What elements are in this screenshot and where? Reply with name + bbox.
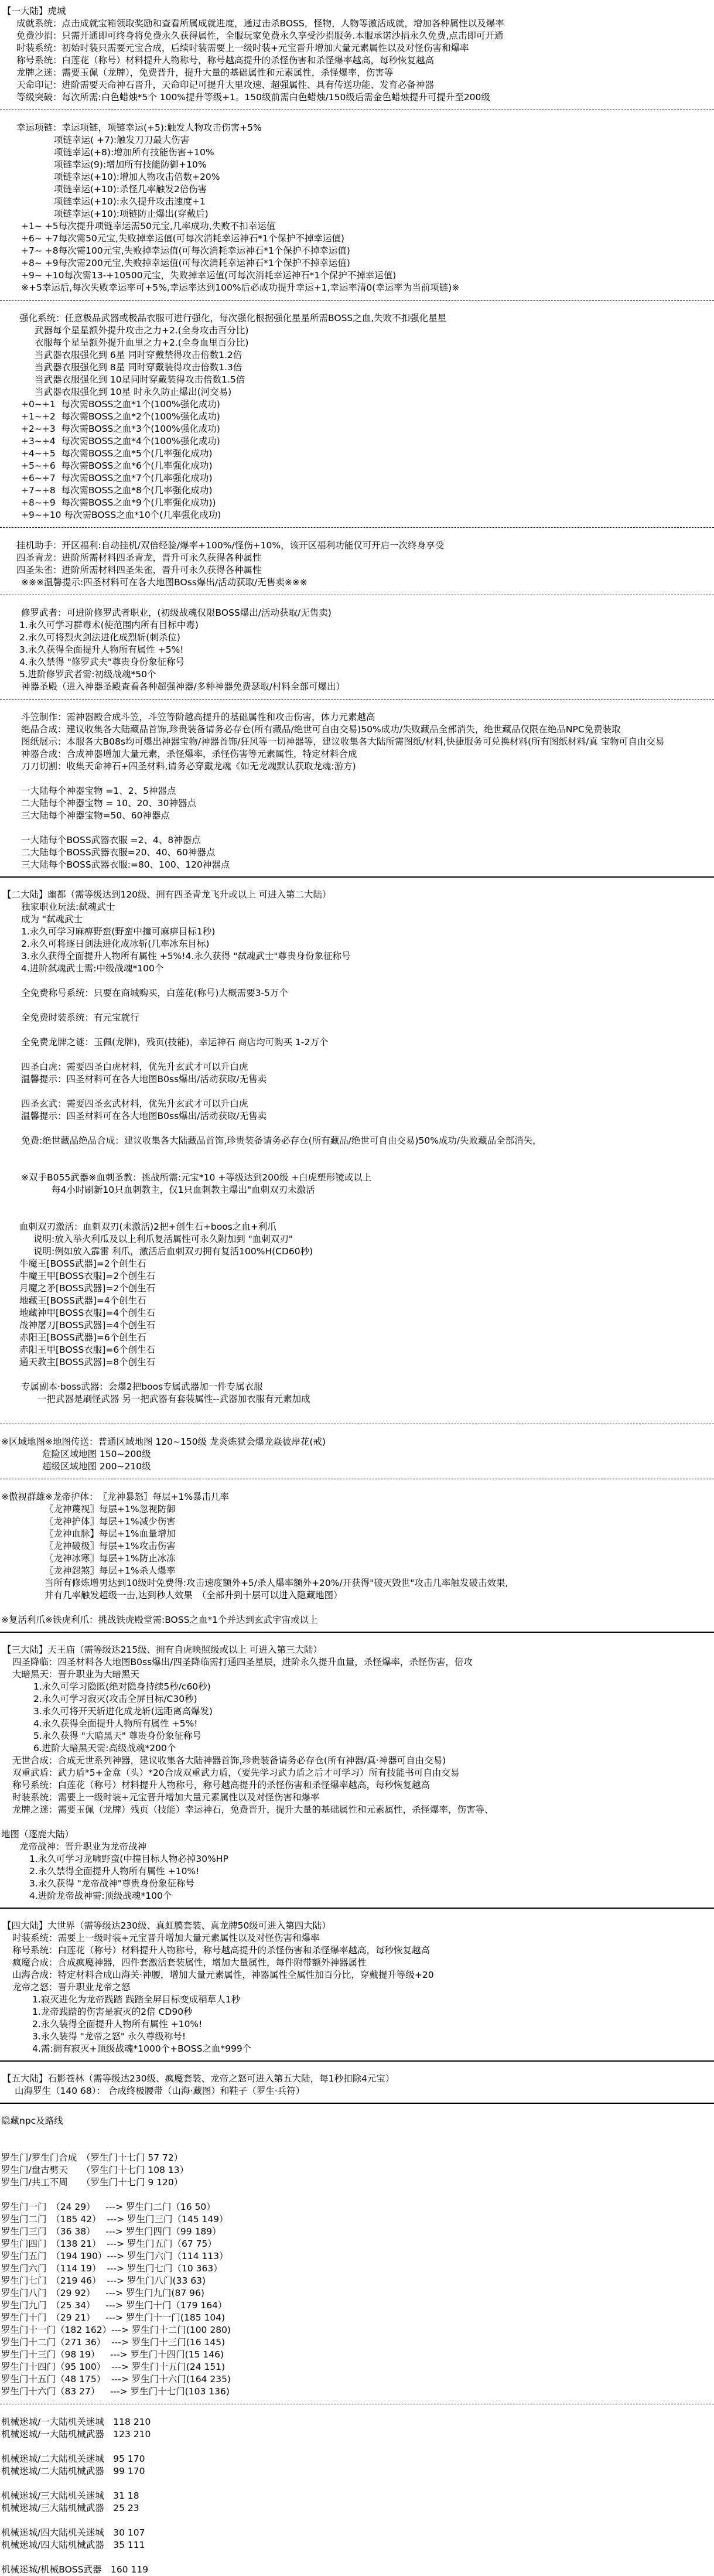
text-line: 3.永久可将开天斩进化成龙斩(远距离高爆发) <box>33 1706 213 1717</box>
text-line: 时装系统：需要上一级时装+元宝晋升增加大量元素属性以及对怪伤害和爆率 <box>12 1792 320 1803</box>
text-line: 机械迷城/二大陆机关迷城 95 170 <box>1 2454 145 2464</box>
text-line: 1.永久可学习龙啸野蛮(中撞目标人物必掉30%HP <box>29 1854 228 1864</box>
blank-line <box>0 773 714 785</box>
text-line: 成为 "弑魂武士 <box>21 914 83 924</box>
text-line: +6~ +7每次需50元宝,失败掉幸运值(可每次消耗幸运神石*1个保护不掉幸运值) <box>21 233 344 244</box>
text-line: 4.进阶弑魂武士需:中级战魂*100个 <box>21 963 164 974</box>
text-line: 危险区域地图 150~200级 <box>42 1449 151 1459</box>
dashed-separator <box>0 2404 714 2416</box>
text-line: 罗生门十一门（182 162）---> 罗生门十二门(100 280) <box>1 2325 231 2335</box>
solid-divider-line <box>0 2060 714 2062</box>
text-line: 罗生门/盘古劈天 （罗生门十七门 108 13） <box>1 2165 189 2175</box>
text-line: 疯魔合成：合成疯魔神器，四件套激活套装属性，增加大量属性，每件附带额外神器属性 <box>12 1957 367 1968</box>
text-line: 牛魔王[BOSS武器]=2个创生石 <box>19 1258 146 1269</box>
text-line: 1.龙帝践踏的伤害是寂灭的2倍 CD90秒 <box>32 2007 193 2017</box>
text-line: 四圣青龙：进阶所需材料四圣青龙，晋升可永久获得各种属性 <box>16 552 262 563</box>
dashed-separator-line <box>0 300 714 301</box>
text-line: ※双手B055武器※血刺圣教：挑战所需:元宝*10 +等级达到200级 +白虎塑形镜或以上 <box>21 1172 372 1183</box>
solid-divider-line <box>0 1908 714 1909</box>
text-line: 罗生门十二门（271 36） ---> 罗生门十三门(16 145) <box>1 2337 226 2348</box>
text-line: 龙帝之怒：晋升职业龙帝之怒 <box>12 1982 131 1992</box>
blank-line <box>0 2127 714 2140</box>
text-line: 龙牌之迷：需要玉佩（龙牌），免费晋升，提升大量的基础属性和元素属性，杀怪爆率，伤害等 <box>16 67 394 78</box>
text-line: 2.永久可学习寂灭(攻击全屏目标/C30秒) <box>33 1694 197 1704</box>
text-line: 4.需:拥有寂灭+顶级战魂*1000个+BOSS之血*999个 <box>32 2043 252 2054</box>
text-line: 幸运项链：幸运项链，项链幸运(+5):触发人物攻击伤害+5% <box>16 122 262 133</box>
text-line: 当武器衣服强化到 10星 时永久防止爆出(河交易) <box>35 387 232 397</box>
text-line: 隐藏npc及路线 <box>1 2116 63 2126</box>
text-line: 3.永久获得全面提升人物所有属性 +5%!4.永久获得 "弑魂武士"尊贵身份象征称号 <box>21 951 351 961</box>
text-line: +1~+2 每次需BOSS之血*2个(100%强化成功) <box>21 411 220 422</box>
text-line: 机械迷城/三大陆机关迷城 31 18 <box>1 2490 139 2501</box>
text-line: 称号系统：白莲花（称号）材料提升人物称号，称号越高提升的杀怪伤害和杀怪爆率越高，每秒恢复越高 <box>12 1780 431 1790</box>
text-line: 神器圣殿（进入神器圣殿查看各种超强神器/多种神器免费瑟取/村料全部可爆出） <box>21 681 345 692</box>
dashed-separator <box>0 300 714 312</box>
text-line: 当武器衣服强化到 6星 同时穿戴禁得攻击倍数1.2倍 <box>35 350 242 360</box>
text-line: 〖龙神怨煞〗每层+1%杀人爆率 <box>45 1565 176 1576</box>
text-line: 罗生门/共工不周 （罗生门十七门 9 120） <box>1 2177 183 2188</box>
text-line: 机械迷城/三大陆机械武器 25 23 <box>1 2503 139 2513</box>
text-line: 二大陆每个神器宝物 = 10、20、30神器点 <box>21 798 197 808</box>
text-line: +9~ +10每次需13-+10500元宝，失败掉幸运值(可每次消耗幸运神石*1个保护不掉幸运值) <box>21 270 397 281</box>
text-line: 山海合成：特定材料合成山海关·神腰，增加大量元素属性，神器属性全属性加百分比，穿戴提升等级+20 <box>12 1970 434 1980</box>
text-line: 称号系统：白莲花（称号）材料提升人物称号，称号越高提升的杀怪伤害和杀怪爆率越高，每秒恢复越高 <box>16 55 435 66</box>
text-line: 说明:放入举火利瓜及以上利爪复活属性可永久附加到 "血刺双刃" <box>33 1234 293 1244</box>
text-line: 2.永久禁得全面提升人物所有属性 +10%! <box>29 1866 200 1876</box>
text-line: 4.永久禁得 "修罗武夫"尊贵身份象征称号 <box>19 657 185 667</box>
text-line: 【一大陆】虎城 <box>2 6 66 16</box>
text-line: 专属副本·boss武器：会爆2把boos专属武器加一件专属衣服 <box>21 1381 263 1392</box>
text-line: 四圣玄武：需要四圣玄武材料，优先升玄武才可以升白虎 <box>21 1098 248 1109</box>
text-line: 项链幸运(+10):项链防止爆出(穿戴后) <box>54 209 209 219</box>
blank-line <box>0 1086 714 1098</box>
text-line: 【五大陆】石影苍林（需等级达230级、疯魔套装、龙帝之怒可进入第五大陆，每1秒扣除4元宝） <box>2 2073 395 2084</box>
text-line: 罗生门十三门（98 19） ---> 罗生门十四门(15 146) <box>1 2349 224 2360</box>
text-line: 〖龙神冰寒〗每层+1%防止冰冻 <box>45 1553 176 1564</box>
blank-line <box>0 1159 714 1172</box>
text-line: 〖龙神破极〗每层+1%攻击伤害 <box>45 1541 176 1551</box>
text-line: 月魔之矛[BOSS武器]=2个创生石 <box>19 1283 156 1294</box>
dashed-separator <box>0 1479 714 1491</box>
text-line: 当武器衣服强化到 10星同时穿戴装得攻击倍数1.5倍 <box>35 374 245 385</box>
text-line: ※复活利爪※铁虎利爪：挑战铁虎殿堂需:BOSS之血*1个并达到玄武宇宙或以上 <box>1 1615 318 1625</box>
text-line: 机械迷城/四大陆机械武器 35 111 <box>1 2540 145 2550</box>
text-line: +0~+1 每次需BOSS之血*1个(100%强化成功) <box>21 399 220 410</box>
text-line: 绝品合成：建议收集各大陆藏品首饰,珍贵装备请务必存仓(所有藏品/绝世可自由交易)50%成功/失败藏品全部消失，绝世藏品仅限在绝品NPC免费装取 <box>21 724 621 735</box>
text-line: 【三大陆】天王庙（需等级达215级、拥有自虎映照级或以上 可进入第三大陆） <box>2 1644 323 1655</box>
text-line: 罗生门九门 （25 34） ---> 罗生门十门（179 164） <box>1 2300 227 2311</box>
text-line: 罗生门十六门（83 27） ---> 罗生门十七门(103 136) <box>1 2386 230 2397</box>
text-line: 机械迷城/四大陆机关迷城 30 107 <box>1 2527 145 2538</box>
text-line: 称号系统：白莲花（称号）材料提升人物称号，称号越高提升的杀怪伤害和杀怪爆率越高，每秒恢复越高 <box>12 1945 431 1956</box>
text-line: 项链幸运( +7):触发刀刀最大伤害 <box>54 135 190 145</box>
blank-line <box>0 2514 714 2527</box>
text-line: 机械迷城/一大陆机械武器 123 210 <box>1 2429 151 2439</box>
text-line: 3.永久装得 "龙帝之怒" 永久尊级称号! <box>32 2031 186 2042</box>
solid-divider <box>0 876 714 889</box>
blank-line <box>0 2551 714 2564</box>
text-line: 并有几率触发超级一击,达到秒人效果 （全部升到十层可以进入隐藏地图） <box>45 1590 343 1601</box>
text-line: 2.永久装得全面提升人物所有属性 +10%! <box>32 2019 203 2029</box>
text-line: 5.进阶修罗武者需:初级战魂*50个 <box>19 669 156 680</box>
blank-line <box>0 1209 714 1221</box>
text-line: +8~+9 每次需BOSS之血*9个(几率强化成功)) <box>21 497 216 508</box>
blank-line <box>0 1816 714 1828</box>
dashed-separator <box>0 527 714 540</box>
text-line: 3.永久获得 "龙帝战神"尊贵身份象征称号 <box>29 1878 194 1889</box>
text-line: 时装系统：初始时装只需要元宝合成，后续时装需要上一级时装+元宝晋升增加大量元素属性以及对怪伤害和爆率 <box>16 43 469 53</box>
solid-divider-line <box>0 876 714 878</box>
blank-line <box>0 2478 714 2490</box>
text-line: 1.永久可学习群毒术(使范围内所有目标中毒) <box>19 620 199 630</box>
text-line: 5.永久获得 "大暗黑天" 尊贵身份象征称号 <box>33 1731 201 1741</box>
dashed-separator-line <box>0 527 714 528</box>
dashed-separator-line <box>0 699 714 700</box>
blank-line <box>0 1049 714 1061</box>
text-line: 全免费时装系统：有元宝就行 <box>21 1012 139 1023</box>
text-line: 四圣白虎：需要四圣白虎材料，优先升玄武才可以升白虎 <box>21 1062 248 1072</box>
text-line: 机械迷城/机械BOSS武器 160 119 <box>1 2564 149 2575</box>
solid-divider <box>0 2103 714 2115</box>
text-line: 刀刀切割：收集天命神石+四圣材料,请务必穿戴龙魂《如无龙魂默认获取龙魂:游方) <box>21 761 356 772</box>
blank-line <box>0 1147 714 1159</box>
text-line: 地图（逐鹿大陆） <box>1 1829 74 1840</box>
text-line: +2~+3 每次需BOSS之血*3个(100%强化成功) <box>21 424 220 434</box>
blank-line <box>0 2441 714 2453</box>
blank-line <box>0 1122 714 1135</box>
text-line: 一把武器是刷怪武器 另一把武器有套装属性--武器加衣服有元素加成 <box>37 1394 310 1404</box>
text-line: 牛魔王甲[BOSS衣服]=2个创生石 <box>19 1271 156 1281</box>
text-line: 四圣降临：四圣材料各大地图B0ss爆出/四圣降临需打通四圣星辰，进阶永久提升血量，杀怪爆率，杀怪伤害，倍攻 <box>12 1657 473 1667</box>
text-line: 武器每个星星额外提升攻击之力+2.(全身攻击百分比) <box>35 325 249 336</box>
text-line: 罗生门一门 （24 29） ---> 罗生门二门（16 50） <box>1 2202 216 2212</box>
text-line: +8~ +9每次需200元宝,失败掉幸运值(可每次消耗幸运神石*1个保护不掉幸运值) <box>21 258 350 268</box>
dashed-separator <box>0 699 714 711</box>
solid-divider-line <box>0 2103 714 2104</box>
text-line: +7~ +8每次需100元宝,失败掉幸运值(可每次消耗幸运神石*1个保护不掉幸运值) <box>21 245 350 256</box>
text-line: 三大陆每个BOSS武器衣服:=80、100、120神器点 <box>21 859 230 870</box>
text-line: 强化系统：任意极品武器或极品衣服可进行强化，每次强化根据强化星星所需BOSS之血,失败不扣强化星星 <box>19 313 447 323</box>
text-line: 罗生门五门 （194 190）---> 罗生门六门（114 113） <box>1 2251 228 2261</box>
text-line: 1.永久可学习麻痹野蛮(野蛮中撞可麻痹目标1秒) <box>21 926 216 937</box>
text-line: 时装系统：需要上一级时装+元宝晋升增加大量元素属性以及对怪伤害和爆率 <box>12 1933 320 1943</box>
dashed-separator <box>0 110 714 122</box>
text-line: 罗生门四门 （138 21） ---> 罗生门五门（67 75） <box>1 2239 217 2249</box>
text-line: 4.永久获得全面提升人物所有属性 +5%! <box>33 1718 198 1729</box>
text-line: 四圣朱雀：进阶所需材料四圣朱雀，晋升可永久获得各种属性 <box>16 565 262 575</box>
text-line: 项链幸运(+10):杀怪几率触发2倍伤害 <box>54 184 207 195</box>
text-line: ※区域地图※地图传送：普通区域地图 120~150级 龙炎炼狱会爆龙焱彼岸花(戒) <box>1 1437 326 1447</box>
blank-line <box>0 2189 714 2201</box>
text-line: 6.进阶大暗黑天需:高级战魂*200个 <box>33 1743 176 1753</box>
text-line: 罗生门十五门（48 175） ---> 罗生门十六门(164 235) <box>1 2374 231 2384</box>
blank-line <box>0 1602 714 1614</box>
text-line: +7~+8 每次需BOSS之血*8个(几率强化成功) <box>21 485 213 496</box>
solid-divider-line <box>0 1632 714 1633</box>
blank-line <box>0 999 714 1012</box>
text-line: 罗生门六门 （114 19） ---> 罗生门七门（10 363） <box>1 2263 223 2274</box>
text-line: 罗生门三门 （36 38） ---> 罗生门四门（99 189） <box>1 2226 221 2237</box>
text-line: 赤阳王甲[BOSS衣服]=6个创生石 <box>19 1345 156 1355</box>
text-line: 项链幸运(+8):增加所有技能伤害+10% <box>54 147 214 158</box>
text-line: +5~+6 每次需BOSS之血*6个(几率强化成功) <box>21 460 213 471</box>
text-line: +6~+7 每次需BOSS之血*7个(几率强化成功) <box>21 473 213 483</box>
text-line: 大暗黑天：晋升职业为大暗黑天 <box>12 1669 140 1680</box>
text-line: 机械迷城/一大陆机关迷城 118 210 <box>1 2417 151 2427</box>
blank-line <box>0 822 714 834</box>
text-line: 1.永久可学习隐匿(绝对隐身持续5秒/c60秒) <box>33 1681 211 1692</box>
blank-line <box>0 2140 714 2152</box>
text-line: 【四大陆】大世界（需等级达230级、真虹膜套装、真龙牌50级可进入第四大陆） <box>2 1920 331 1931</box>
text-line: 温馨提示：四圣材料可在各大地图B0ss爆出/活动获取/无售卖 <box>21 1074 267 1084</box>
text-line: 地藏神甲[BOSS衣服]=4个创生石 <box>19 1308 156 1318</box>
text-line: 〖龙神血脉】每层+1%血量增加 <box>45 1528 176 1539</box>
text-line: 免费沙捐：只需开通即可终身将免费永久获得属性，全服玩家免费永久享受沙捐服务.本服承诺沙捐永久免费,点击即可开通 <box>16 30 504 41</box>
text-line: 龙帝战神：晋升职业为龙帝战神 <box>19 1841 147 1852</box>
text-line: 罗生门八门 （29 92） ---> 罗生门九门(87 96) <box>1 2288 204 2298</box>
text-line: 战神屠刀[BOSS武器]=4个创生石 <box>19 1320 156 1330</box>
text-line: 项链幸运(+10):增加人物攻击倍数+20% <box>54 172 220 182</box>
text-line: 挂机助手：开区福利:自动挂机/双倍经验/爆率+100%/怪伤+10%，该开区福利功能仅可开启一次终身享受 <box>16 540 445 551</box>
text-line: 血刺双刃激活：血刺双刃(未激活)2把+创生石+boos之血+利爪 <box>19 1222 276 1232</box>
text-line: ※傲视群雄※龙帝护体： 〖龙神暴怒〗每层+1%暴击几率 <box>1 1492 230 1502</box>
solid-divider <box>0 1632 714 1644</box>
solid-divider <box>0 2060 714 2073</box>
text-line: 通天教主[BOSS武器]=8个创生石 <box>19 1357 156 1367</box>
text-line: 罗生门二门 （185 42） ---> 罗生门三门（145 149） <box>1 2214 228 2224</box>
text-line: ※+5幸运后,每次失败幸运率可+5%,幸运率达到100%后必成功提升幸运+1,幸运率清0(幸运率为当前项链)※ <box>21 282 460 293</box>
text-line: 地藏王[BOSS武器]=4个创生石 <box>19 1295 146 1306</box>
text-line: 赤阳王[BOSS武器]=6个创生石 <box>19 1332 146 1343</box>
text-line: 说明:例如放入霹雷 利爪，激活后血刺双刃拥有复活100%H(CD60秒) <box>33 1246 313 1257</box>
text-line: 神器合成：合成神器增加大量元素，杀怪爆率，杀怪伤害等元素属性，特定材料合成 <box>21 749 357 759</box>
text-line: 无世合成：合成无世系列神器，建议收集各大陆神器首饰,珍贵装备请务必存仓(所有神器/真·神器可自由交易) <box>12 1755 446 1766</box>
text-line: 三大陆每个神器宝物=50、60神器点 <box>21 810 170 821</box>
text-line: 修罗武者：可进阶修罗武者职业，(初级战魂仅限BOSS爆出/活动获取/无售卖) <box>21 608 332 618</box>
text-line: 4.进阶龙帝战神需:顶级战魂*100个 <box>29 1891 172 1901</box>
blank-line <box>0 975 714 987</box>
text-line: 当所有修炼增男达到10级时免费得:攻击速度额外+5/杀人爆率额外+20%/开获得"破灭毁世"攻击几率触发破击效果, <box>45 1578 508 1588</box>
text-line: 〖龙神护体〗每层+1%减少伤害 <box>45 1516 176 1527</box>
text-line: 【二大陆】幽都（需等级达到120级、拥有四圣青龙飞升或以上 可进入第二大陆） <box>2 889 332 900</box>
blank-line <box>0 1369 714 1381</box>
text-line: 二大陆每个BOSS武器衣服=20、40、60神器点 <box>21 847 216 858</box>
text-line: 山海罗生（140 68）： 合成终极腰带（山海·藏图）和鞋子（罗生·兵符） <box>15 2086 305 2096</box>
text-line: 全免费称号系统：只要在商城购买，白莲花(称号)大概需要3-5万个 <box>21 988 288 998</box>
text-line: 成就系统：点击成就宝箱领取奖励和查看所属成就进度，通过击杀BOSS，怪物，人物等激活成就，增加各种属性以及爆率 <box>16 18 504 29</box>
text-line: 罗生门十门 （29 21） ---> 罗生门十一门(185 104) <box>1 2312 226 2323</box>
dashed-separator <box>0 1424 714 1436</box>
text-line: +3~+4 每次需BOSS之血*4个(100%强化成功) <box>21 436 220 446</box>
blank-line <box>0 1024 714 1036</box>
text-line: 温馨提示：四圣材料可在各大地图B0ss爆出/活动获取/无售卖 <box>21 1111 267 1121</box>
text-line: 一大陆每个神器宝物 =1、2、5神器点 <box>21 786 176 796</box>
text-line: 每4小时刷新10只血刺教主，仅1只血刺教主爆出"血刺双刃未激活 <box>52 1185 315 1195</box>
text-line: 免费:绝世藏品绝品合成：建议收集各大陆藏品首饰,珍贵装备请务必存仓(所有藏品/绝世可自由交易)50%成功/失败藏品全部消失， <box>21 1135 542 1146</box>
text-line: 项链幸运(9):增加所有技能防御+10% <box>54 159 207 170</box>
document-body <box>0 5 714 2576</box>
text-line: 罗生门十四门（95 100） ---> 罗生门十五门(24 151) <box>1 2362 226 2372</box>
text-line: 龙牌之迷：需要玉佩（龙牌）残页（技能）幸运神石，免费晋升，提升大量的基础属性和元素属性，杀怪爆率，伤害等、 <box>12 1804 494 1815</box>
text-line: 1.寂灭进化为龙帝践踏 践踏全屏目标变成稻草人1秒 <box>32 1994 241 2005</box>
text-line: 当武器衣服强化到 8星 同时穿戴装得攻击倍数1.3倍 <box>35 362 242 373</box>
text-line: 双重武盾：武力盾*5+金盒（头）*20合成双重武力盾，（要先学习武力盾之后才可学习）所有技能书可自由交易 <box>12 1768 460 1778</box>
text-line: 衣服每个星呈额外提升血里之力+2.(全身血里百分比) <box>35 337 249 348</box>
text-line: 独家职业玩法:弑魂武士 <box>21 902 115 912</box>
text-line: 机械迷城/二大陆机械武器 99 170 <box>1 2466 145 2476</box>
text-line: 超级区域地图 200~210级 <box>42 1461 151 1472</box>
dashed-separator <box>0 595 714 607</box>
blank-line <box>0 1196 714 1209</box>
text-line: 罗生门/罗生门合成 （罗生门十七门 57 72） <box>1 2152 183 2163</box>
blank-line <box>0 1405 714 1418</box>
text-line: 2.永久可将逐日剑法进化成冰斩(几率冰东目标) <box>21 939 210 949</box>
text-line: +4~+5 每次需BOSS之血*5个(几率强化成功) <box>21 448 213 459</box>
text-line: 等级突破：每次所需:白色蜡烛*5个 100%提升等级+1。150级前需白色蜡烛/150级后需金色蜡烛提升可提升至200级 <box>16 92 490 103</box>
text-line: +9~+10 每次需BOSS之血*10个(几率强化成功) <box>21 510 221 520</box>
text-line: 项链幸运(+10):永久提升攻击速度+1 <box>54 196 206 207</box>
text-line: 图纸展示：本服各大B08s均可爆出神器宝物/神器首饰/狂风等一切神器等，建议收集各大陆所需图纸/材料,快捷服务可兑换材料(所有图纸材料/真 宝物可自由交易 <box>21 736 665 747</box>
text-line: 一大陆每个BOSS武器衣服 =2、4、8神器点 <box>21 835 201 845</box>
solid-divider <box>0 1908 714 1920</box>
text-line: 〖龙神蔑视〗每层+1%忽视防御 <box>45 1504 176 1514</box>
text-line: 2.永久可将烈火剑法进化成烈斩(刺杀位) <box>19 632 180 643</box>
text-line: 天命印记：进阶需要天命神石晋升，天命印记可提升大里攻速、超强属性、具有传送功能、发育必备神器 <box>16 80 435 90</box>
text-line: 斗笠制作：需神器殿合成斗笠，斗笠等阶越高提升的基础属性和攻击伤害，体力元素越高 <box>21 712 375 722</box>
text-line: 罗生门七门 （219 46） ---> 罗生门八门(33 63) <box>1 2275 206 2286</box>
text-line: ※※※温馨提示:四圣材料可在各大地图BOss爆出/活动获取/无售卖※※※ <box>21 577 308 588</box>
text-line: 全免费龙牌之谜：玉佩(龙牌)，残页(技能)，幸运神石 商店均可购买 1-2万个 <box>21 1037 329 1048</box>
text-line: 3.永久获得全面提升人物所有属性 +5%! <box>19 644 184 655</box>
text-line: +1~ +5每次提升项链幸运需50元宝,几率成功,失败不扣幸运值 <box>21 221 276 231</box>
